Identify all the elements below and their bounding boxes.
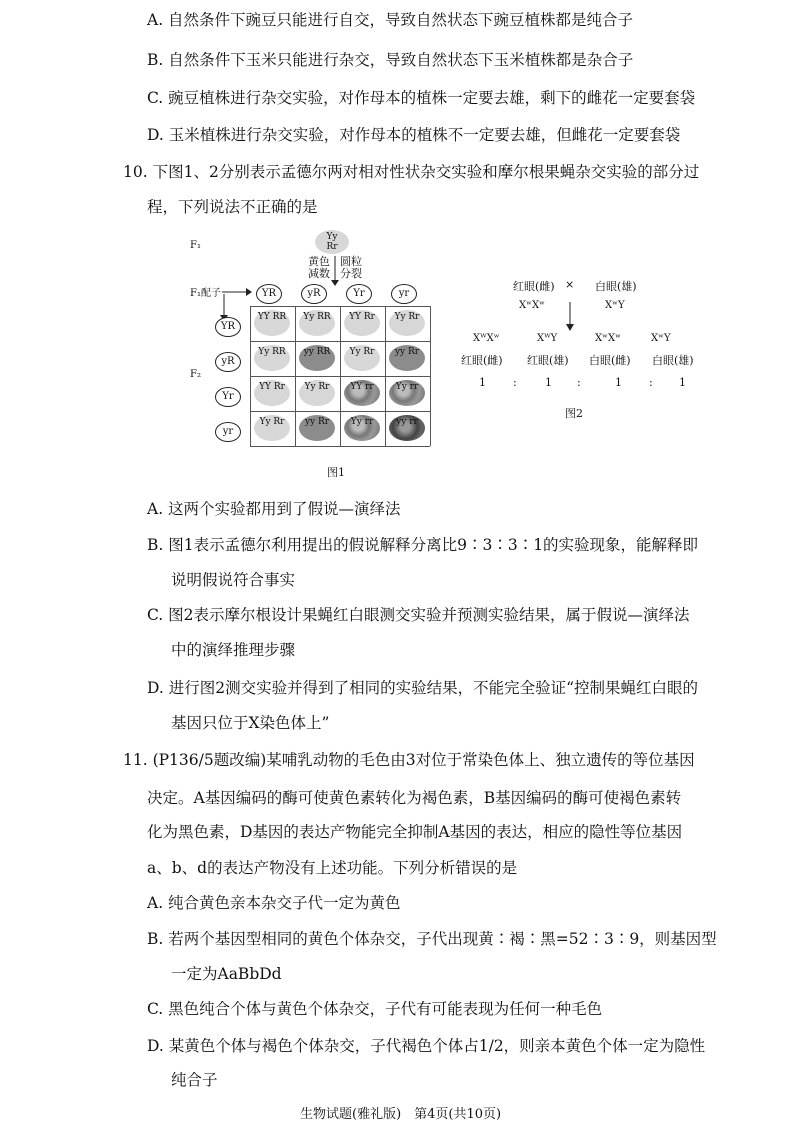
q9-option-a: A. 自然条件下豌豆只能进行自交，导致自然状态下豌豆植株都是纯合子 bbox=[147, 11, 634, 29]
q11-option-d-cont: 纯合子 bbox=[171, 1071, 218, 1089]
cell-r1-c4: Yy Rr bbox=[389, 310, 425, 336]
q11-stem-line1: 11. (P136/5题改编)某哺乳动物的毛色由3对位于常染色体上、独立遗传的等位基因 bbox=[123, 751, 695, 769]
q9-option-c: C. 豌豆植株进行杂交实验，对作母本的植株一定要去雄，剩下的雌花一定要套袋 bbox=[147, 89, 696, 107]
parent-female: 红眼(雌) bbox=[513, 280, 555, 293]
cell-r2-c2: yy RR bbox=[299, 345, 335, 371]
q11-stem-line4: a、b、d的表达产物没有上述功能。下列分析错误的是 bbox=[147, 859, 518, 877]
cell-r1-c3: YY Rr bbox=[344, 310, 380, 336]
q10-option-d-cont: 基因只位于X染色体上” bbox=[171, 714, 330, 732]
gamete-col-y-small-r-big: yR bbox=[301, 284, 327, 304]
q11-option-a: A. 纯合黄色亲本杂交子代一定为黄色 bbox=[147, 894, 401, 912]
gamete-col-y-big-r-small: Yr bbox=[346, 284, 372, 304]
parent-male-genotype: XʷY bbox=[605, 300, 625, 311]
trait-yellow: 黄色 bbox=[308, 255, 330, 268]
q10-option-c-cont: 中的演绎推理步骤 bbox=[171, 641, 296, 659]
q10-option-c: C. 图2表示摩尔根设计果蝇红白眼测交实验并预测实验结果，属于假说—演绎法 bbox=[147, 606, 690, 624]
offspring-genotype-4: XʷY bbox=[651, 333, 671, 344]
offspring-phenotype-1: 红眼(雌) bbox=[461, 354, 503, 367]
parent-male: 白眼(雄) bbox=[595, 280, 637, 293]
cell-r4-c3: Yy rr bbox=[344, 415, 380, 441]
q11-option-d: D. 某黄色个体与褐色个体杂交，子代褐色个体占1/2，则亲本黄色个体一定为隐性 bbox=[147, 1037, 706, 1055]
cell-r2-c3: Yy Rr bbox=[344, 345, 380, 371]
gamete-label: F₁配子 bbox=[190, 288, 221, 299]
q10-option-b-cont: 说明假说符合事实 bbox=[171, 571, 296, 589]
cell-r3-c2: Yy Rr bbox=[299, 380, 335, 406]
cell-r3-c1: YY Rr bbox=[254, 380, 290, 406]
figure-1-caption: 图1 bbox=[327, 466, 345, 479]
meiosis-label: 减数 bbox=[308, 267, 330, 280]
cross-arrow bbox=[563, 302, 577, 332]
page-footer: 生物试题(雅礼版) 第4页(共10页) bbox=[300, 1107, 502, 1122]
q10-option-b: B. 图1表示孟德尔利用提出的假说解释分离比9∶3∶3∶1的实验现象，能解释即 bbox=[147, 536, 699, 554]
q10-stem-line1: 10. 下图1、2分别表示孟德尔两对相对性状杂交实验和摩尔根果蝇杂交实验的部分过 bbox=[123, 163, 700, 181]
offspring-genotype-1: XᵂXʷ bbox=[473, 333, 500, 344]
figure-2-testcross bbox=[455, 278, 705, 428]
q10-option-a: A. 这两个实验都用到了假说—演绎法 bbox=[147, 500, 401, 518]
q10-stem-line2: 程，下列说法不正确的是 bbox=[147, 198, 318, 216]
cell-r1-c2: Yy RR bbox=[299, 310, 335, 336]
figure-1-punnett-square bbox=[190, 226, 440, 482]
gamete-row-yr-recessive: yr bbox=[215, 422, 241, 442]
ratio-sep-3: : bbox=[649, 376, 653, 389]
division-label: 分裂 bbox=[340, 267, 362, 280]
gamete-row-yr-dominant: YR bbox=[215, 317, 241, 337]
q11-option-b: B. 若两个基因型相同的黄色个体杂交，子代出现黄∶褐∶黑=52∶3∶9，则基因型 bbox=[147, 930, 717, 948]
f1-label: F₁ bbox=[190, 240, 201, 251]
gamete-row-y-big-r-small: Yr bbox=[215, 387, 241, 407]
q11-stem-line2: 决定。A基因编码的酶可使黄色素转化为褐色素，B基因编码的酶可使褐色素转 bbox=[147, 789, 682, 807]
ratio-4: 1 bbox=[679, 376, 686, 389]
cell-r4-c4: yy rr bbox=[389, 415, 425, 441]
offspring-phenotype-3: 白眼(雌) bbox=[589, 354, 631, 367]
offspring-phenotype-4: 白眼(雄) bbox=[652, 354, 694, 367]
q11-stem-line3: 化为黑色素，D基因的表达产物能完全抑制A基因的表达，相应的隐性等位基因 bbox=[147, 823, 683, 841]
offspring-genotype-2: XᵂY bbox=[537, 333, 558, 344]
ratio-sep-1: : bbox=[513, 376, 517, 389]
gamete-col-yr-dominant: YR bbox=[256, 284, 282, 304]
figure-2-caption: 图2 bbox=[565, 407, 583, 420]
cell-r3-c4: Yy rr bbox=[389, 380, 425, 406]
q9-option-d: D. 玉米植株进行杂交实验，对作母本的植株不一定要去雄，但雌花一定要套袋 bbox=[147, 126, 681, 144]
f1-genotype-bottom: Rr bbox=[326, 242, 338, 252]
punnett-grid bbox=[250, 306, 430, 446]
ratio-1: 1 bbox=[479, 376, 486, 389]
cell-r4-c1: Yy Rr bbox=[254, 415, 290, 441]
q9-option-b: B. 自然条件下玉米只能进行杂交，导致自然状态下玉米植株都是杂合子 bbox=[147, 51, 634, 69]
cell-r1-c1: YY RR bbox=[254, 310, 290, 336]
cell-r2-c4: yy Rr bbox=[389, 345, 425, 371]
ratio-2: 1 bbox=[545, 376, 552, 389]
ratio-3: 1 bbox=[615, 376, 622, 389]
trait-round: 圆粒 bbox=[340, 255, 362, 268]
q10-option-d: D. 进行图2测交实验并得到了相同的实验结果，不能完全验证“控制果蝇红白眼的 bbox=[147, 679, 699, 697]
cross-symbol: × bbox=[565, 278, 575, 291]
ratio-sep-2: : bbox=[577, 376, 581, 389]
cell-r3-c3: YY rr bbox=[344, 380, 380, 406]
offspring-phenotype-2: 红眼(雄) bbox=[527, 354, 569, 367]
gamete-col-yr-recessive: yr bbox=[391, 284, 417, 304]
parent-female-genotype: XʷXʷ bbox=[519, 300, 545, 311]
q11-option-b-cont: 一定为AaBbDd bbox=[171, 965, 282, 983]
cell-r2-c1: Yy RR bbox=[254, 345, 290, 371]
gamete-row-y-small-r-big: yR bbox=[215, 352, 241, 372]
offspring-genotype-3: XʷXʷ bbox=[595, 333, 621, 344]
f1-genotype-top: Yy bbox=[326, 232, 338, 242]
q11-option-c: C. 黑色纯合个体与黄色个体杂交，子代有可能表现为任何一种毛色 bbox=[147, 1000, 603, 1018]
f2-label: F₂ bbox=[190, 369, 201, 380]
cell-r4-c2: yy Rr bbox=[299, 415, 335, 441]
